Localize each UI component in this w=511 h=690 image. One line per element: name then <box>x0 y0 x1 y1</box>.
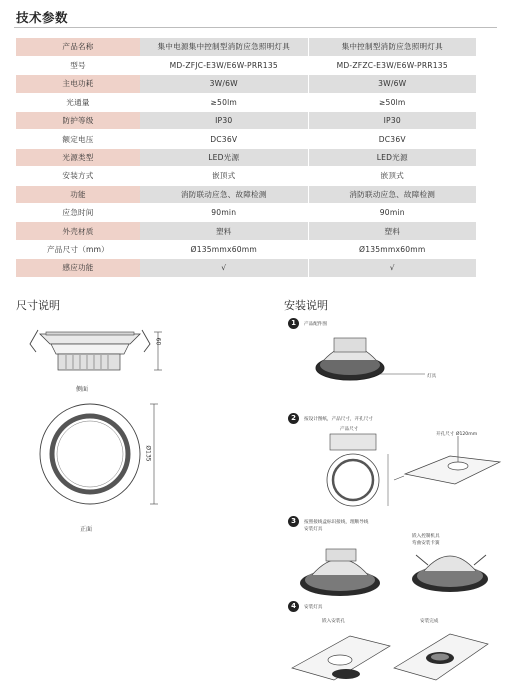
step-2-hole-label: 开孔尺寸 Ø120mm <box>436 432 478 437</box>
spec-label: 产品尺寸（mm） <box>16 240 140 258</box>
spec-value-model-1: LED光源 <box>140 148 308 166</box>
spec-row <box>16 148 476 166</box>
spec-value-model-2: DC36V <box>308 130 476 148</box>
spec-label: 光源类型 <box>16 148 140 166</box>
spec-value-model-2: LED光源 <box>308 148 476 166</box>
spec-value-model-2: 塑料 <box>308 222 476 240</box>
spec-value-model-1: 嵌顶式 <box>140 167 308 185</box>
page-title: 技术参数 <box>16 10 69 25</box>
side-view-caption: 侧面 <box>76 386 89 393</box>
spec-row <box>16 112 476 130</box>
spec-value-model-2: 集中控制型消防应急照明灯具 <box>308 38 476 56</box>
dimensions-title: 尺寸说明 <box>16 299 60 312</box>
step-3-text: 按照接线盒标识接线，理顺导线 <box>304 520 369 525</box>
spec-value-model-2: IP30 <box>308 112 476 130</box>
side-view-drawing <box>18 322 168 384</box>
step-3-text-2: 安装灯具 <box>304 527 323 532</box>
step-1-number: 1 <box>288 318 299 329</box>
step-2-number: 2 <box>288 413 299 424</box>
spec-row <box>16 130 476 148</box>
step-2-text: 按设计图纸，产品尺寸，开孔尺寸 <box>304 417 373 422</box>
step-2-drawing <box>310 432 505 512</box>
step-3-note-2: 弯曲安装卡簧 <box>412 541 440 546</box>
step-1-text: 产品配件图 <box>304 322 327 327</box>
spec-row <box>16 167 476 185</box>
step-4-drawing <box>290 626 490 684</box>
spec-label: 安装方式 <box>16 167 140 185</box>
spec-value-model-2: √ <box>308 259 476 277</box>
height-label: 60 <box>154 337 162 346</box>
step-1-drawing <box>310 330 430 390</box>
spec-value-model-1: 消防联动应急、故障检测 <box>140 185 308 203</box>
spec-row <box>16 240 476 258</box>
front-view-caption: 正面 <box>80 526 93 533</box>
spec-value-model-2: ≥50lm <box>308 93 476 111</box>
spec-value-model-1: MD-ZFJC-E3W/E6W-PRR135 <box>140 56 308 74</box>
spec-row <box>16 93 476 111</box>
spec-label: 应急时间 <box>16 204 140 222</box>
step-4-right-label: 安装完成 <box>420 619 439 624</box>
spec-label: 外壳材质 <box>16 222 140 240</box>
spec-value-model-1: 集中电源集中控制型消防应急照明灯具 <box>140 38 308 56</box>
spec-label: 感应功能 <box>16 259 140 277</box>
spec-label: 功能 <box>16 185 140 203</box>
step-3-drawing <box>290 535 500 605</box>
spec-label: 光通量 <box>16 93 140 111</box>
step-1-note: 灯具 <box>427 374 437 379</box>
spec-row <box>16 185 476 203</box>
spec-row <box>16 75 476 93</box>
spec-row <box>16 222 476 240</box>
spec-label: 型号 <box>16 56 140 74</box>
step-4-left-label: 嵌入安装孔 <box>322 619 345 624</box>
spec-value-model-2: 嵌顶式 <box>308 167 476 185</box>
spec-label: 产品名称 <box>16 38 140 56</box>
spec-label: 主电功耗 <box>16 75 140 93</box>
spec-value-model-1: IP30 <box>140 112 308 130</box>
step-3-note: 嵌入控制机具 <box>412 534 440 539</box>
spec-value-model-2: 消防联动应急、故障检测 <box>308 185 476 203</box>
spec-value-model-2: Ø135mmx60mm <box>308 240 476 258</box>
spec-row <box>16 38 476 56</box>
diameter-label: Ø135 <box>144 445 152 462</box>
step-2-size-label: 产品尺寸 <box>340 427 359 432</box>
install-title: 安装说明 <box>284 299 328 312</box>
title-divider <box>14 27 497 28</box>
spec-value-model-2: 90min <box>308 204 476 222</box>
spec-value-model-2: MD-ZFZC-E3W/E6W-PRR135 <box>308 56 476 74</box>
spec-value-model-1: 90min <box>140 204 308 222</box>
spec-row <box>16 56 476 74</box>
spec-row <box>16 259 476 277</box>
step-4-number: 4 <box>288 601 299 612</box>
spec-value-model-1: √ <box>140 259 308 277</box>
spec-value-model-1: ≥50lm <box>140 93 308 111</box>
spec-value-model-1: DC36V <box>140 130 308 148</box>
spec-label: 防护等级 <box>16 112 140 130</box>
spec-value-model-1: 塑料 <box>140 222 308 240</box>
spec-value-model-1: 3W/6W <box>140 75 308 93</box>
spec-value-model-2: 3W/6W <box>308 75 476 93</box>
spec-table <box>16 38 476 278</box>
spec-row <box>16 204 476 222</box>
spec-label: 额定电压 <box>16 130 140 148</box>
spec-value-model-1: Ø135mmx60mm <box>140 240 308 258</box>
step-3-number: 3 <box>288 516 299 527</box>
step-4-text: 安装灯具 <box>304 605 323 610</box>
